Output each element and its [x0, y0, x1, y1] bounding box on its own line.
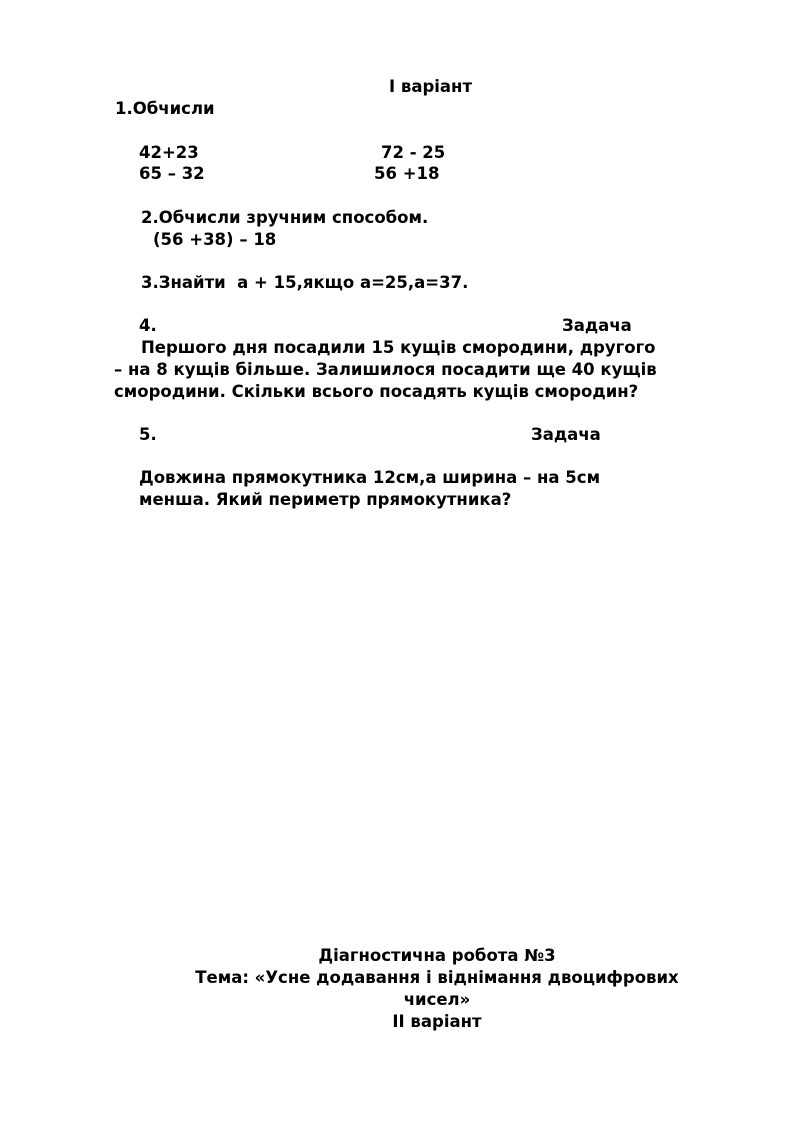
- theme-line: Тема: «Усне додавання і віднімання двоцифрових: [195, 968, 679, 987]
- task-4-text-line: – на 8 кущів більше. Залишилося посадити ще 40 кущів: [114, 360, 657, 379]
- task-1-expression: 65 – 32: [139, 164, 205, 183]
- task-1-expression: 56 +18: [374, 164, 440, 183]
- task-4-label: Задача: [562, 316, 632, 335]
- task-3-text: 3.Знайти а + 15,якщо а=25,а=37.: [141, 273, 469, 292]
- diagnostic-work-title: Діагностична робота №3: [318, 946, 556, 965]
- task-4-text-line: смородини. Скільки всього посадять кущів смородин?: [114, 382, 639, 401]
- theme-line: чисел»: [403, 990, 471, 1009]
- task-4-number: 4.: [139, 316, 157, 335]
- variant-title: I варіант: [389, 77, 473, 96]
- task-2-heading: 2.Обчисли зручним способом.: [141, 208, 429, 227]
- task-5-text-line: Довжина прямокутника 12см,а ширина – на 5см: [139, 468, 601, 487]
- task-5-text-line: менша. Який периметр прямокутника?: [139, 490, 512, 509]
- task-5-number: 5.: [139, 425, 157, 444]
- task-1-expression: 72 - 25: [381, 143, 446, 162]
- task-1-heading: 1.Обчисли: [115, 99, 215, 118]
- task-2-expression: (56 +38) – 18: [153, 230, 277, 249]
- task-1-expression: 42+23: [139, 143, 199, 162]
- task-4-text-line: Першого дня посадили 15 кущів смородини, другого: [141, 338, 656, 357]
- variant-2-title: II варіант: [392, 1012, 482, 1031]
- task-5-label: Задача: [531, 425, 601, 444]
